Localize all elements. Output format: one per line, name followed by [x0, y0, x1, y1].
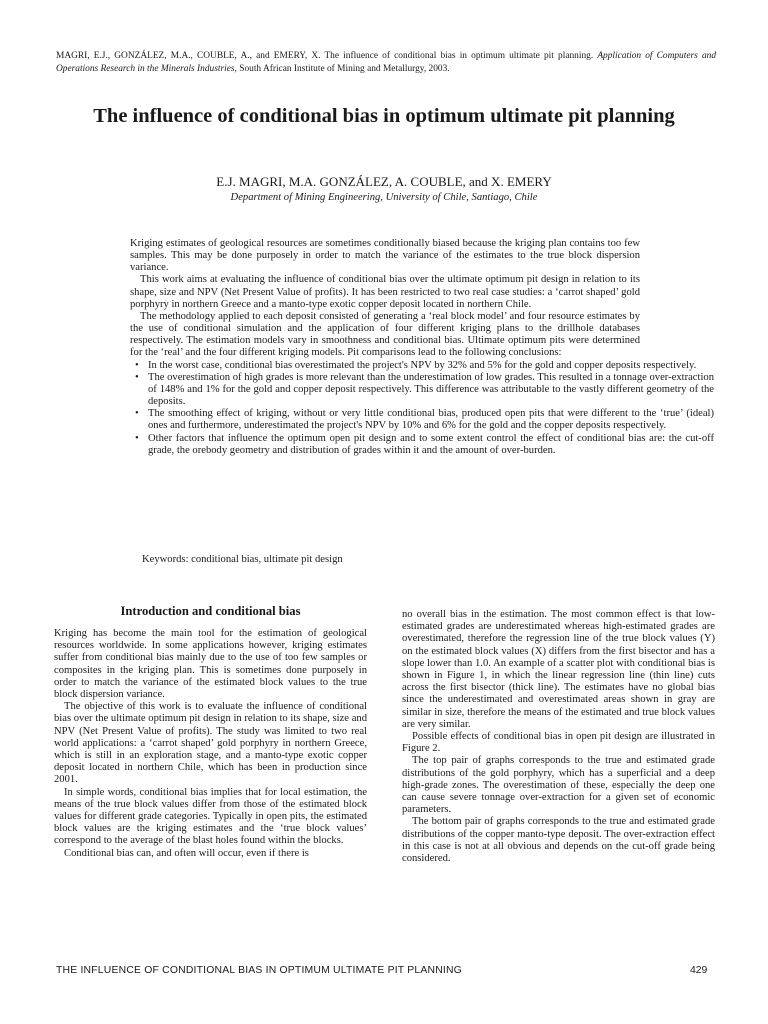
citation-publisher: South African Institute of Mining and Metallurgy, 2003. — [236, 64, 450, 74]
conclusion-text: The overestimation of high grades is more relevant than the underestimation of low grades. This resulted in a tonnage over-extraction of 148% and 1% for the gold and copper deposit respectively. This difference was attributable to the vastly different geometry of the deposits. — [148, 371, 714, 408]
section-heading: Introduction and conditional bias — [120, 604, 301, 618]
author-list: E.J. MAGRI, M.A. GONZÁLEZ, A. COUBLE, and X. EMERY — [216, 174, 552, 189]
citation-plain: MAGRI, E.J., GONZÁLEZ, M.A., COUBLE, A., and EMERY, X. The influence of conditional bias in optimum ultimate pit planning. — [56, 51, 598, 61]
bullet-marker: • — [135, 359, 139, 371]
body-paragraph: Possible effects of conditional bias in open pit design are illustrated in Figure 2. — [402, 731, 715, 755]
keywords: Keywords: conditional bias, ultimate pit design — [142, 554, 343, 565]
running-footer-title: THE INFLUENCE OF CONDITIONAL BIAS IN OPTIMUM ULTIMATE PIT PLANNING — [56, 965, 462, 976]
page-number: 429 — [690, 965, 708, 976]
paper-title: The influence of conditional bias in optimum ultimate pit planning — [93, 105, 675, 127]
abstract-paragraph: This work aims at evaluating the influence of conditional bias over the ultimate optimum pit design in relation to its shape, size and NPV (Net Present Value of profits). It has been restricted to two real case studies: a ‘carrot shaped’ gold porphyry in northern Greece and a manto-type exotic copper deposit located in northern Chile. — [130, 274, 640, 310]
body-paragraph: Kriging has become the main tool for the estimation of geological resources worldwide. In some applications however, kriging estimates suffer from conditional bias mainly due to the use of too few samples or composites in the kriging plan. This is sometimes done purposely in order to match the variance of the estimated block values to the true block dispersion variance. — [54, 628, 367, 701]
body-paragraph: Conditional bias can, and often will occur, even if there is — [64, 847, 309, 859]
body-paragraph: The bottom pair of graphs corresponds to the true and estimated grade distributions of the copper manto-type deposit. The over-extraction effect in this case is not at all obvious and depends on the cut-off grade being considered. — [402, 816, 715, 865]
conclusion-text: The smoothing effect of kriging, without or very little conditional bias, produced open pits that were different to the ‘true’ (ideal) ones and furthermore, underestimated the project's NPV by 10% and 6% for the gold and the copper deposits respectively. — [148, 408, 714, 432]
body-paragraph: In simple words, conditional bias implies that for local estimation, the means of the true block values differ from those of the estimated block values for different grade categories. Typically in open pits, the estimated block values are the kriging estimates and the ‘true block values’ correspond to the average of the blast holes found within the blocks. — [54, 786, 367, 847]
citation-venue: Application of Computers and Operations Research in the Minerals Industries, — [56, 51, 717, 74]
conclusion-text: Other factors that influence the optimum open pit design and to some extent control the effect of conditional bias are: the cut-off grade, the orebody geometry and distribution of grades within it and the amount of over-burden. — [148, 432, 714, 456]
bullet-marker: • — [135, 371, 139, 383]
conclusion-text: In the worst case, conditional bias overestimated the project's NPV by 32% and 5% for the gold and copper deposits respectively. — [148, 359, 697, 371]
conclusion-item — [130, 372, 714, 408]
citation-header — [56, 50, 716, 76]
conclusions-list — [130, 360, 714, 457]
body-paragraph: The top pair of graphs corresponds to the true and estimated grade distributions of the gold porphyry, which has a superficial and a deep high-grade zones. The overestimation of these, especially the deep one can cause severe tonnage over-extraction for a given set of economic parameters. — [402, 755, 715, 816]
left-column — [54, 628, 367, 860]
bullet-marker: • — [135, 408, 139, 420]
bullet-marker: • — [135, 432, 139, 444]
right-column — [402, 609, 715, 865]
conclusion-item — [130, 360, 714, 372]
author-affiliation: Department of Mining Engineering, University of Chile, Santiago, Chile — [230, 192, 538, 203]
abstract-paragraph: The methodology applied to each deposit consisted of generating a ‘real block model’ and four resource estimates by the use of conditional simulation and the application of four different kriging plans to the drillhole databases respectively. The estimation models vary in smoothness and conditional bias. Ultimate optimum pits were determined for the ‘real’ and the four different kriging models. Pit comparisons lead to the following conclusions: — [130, 310, 640, 359]
conclusion-item — [130, 408, 714, 432]
body-paragraph: The objective of this work is to evaluate the influence of conditional bias over the ultimate optimum pit design in relation to its shape, size and NPV (Net Present Value of profits). The study was limited to two real world applications: a ‘carrot shaped’ gold porphyry in northern Greece, which is still in an exploration stage, and a manto-type exotic copper deposit located in northern Chile, which has been in production since 2001. — [54, 701, 367, 786]
body-paragraph: no overall bias in the estimation. The most common effect is that low-estimated grades are underestimated whereas high-estimated grades are overestimated, therefore the regression line of the true block values (Y) on the estimated block values (X) differs from the first bisector and has a slope lower than 1.0. An example of a scatter plot with conditional bias is shown in Figure 1, in which the linear regression line (thin line) cuts across the first bisector (thick line). The estimates have no global bias since the underestimated and overestimated areas shown in gray are similar in size, therefore the means of the estimated and true block values are very similar. — [402, 609, 715, 730]
abstract — [130, 238, 714, 457]
abstract-paragraph: Kriging estimates of geological resources are sometimes conditionally biased because the kriging plan contains too few samples. This may be done purposely in order to match the variance of the estimates to the true block dispersion variance. — [130, 238, 640, 274]
conclusion-item — [130, 433, 714, 457]
